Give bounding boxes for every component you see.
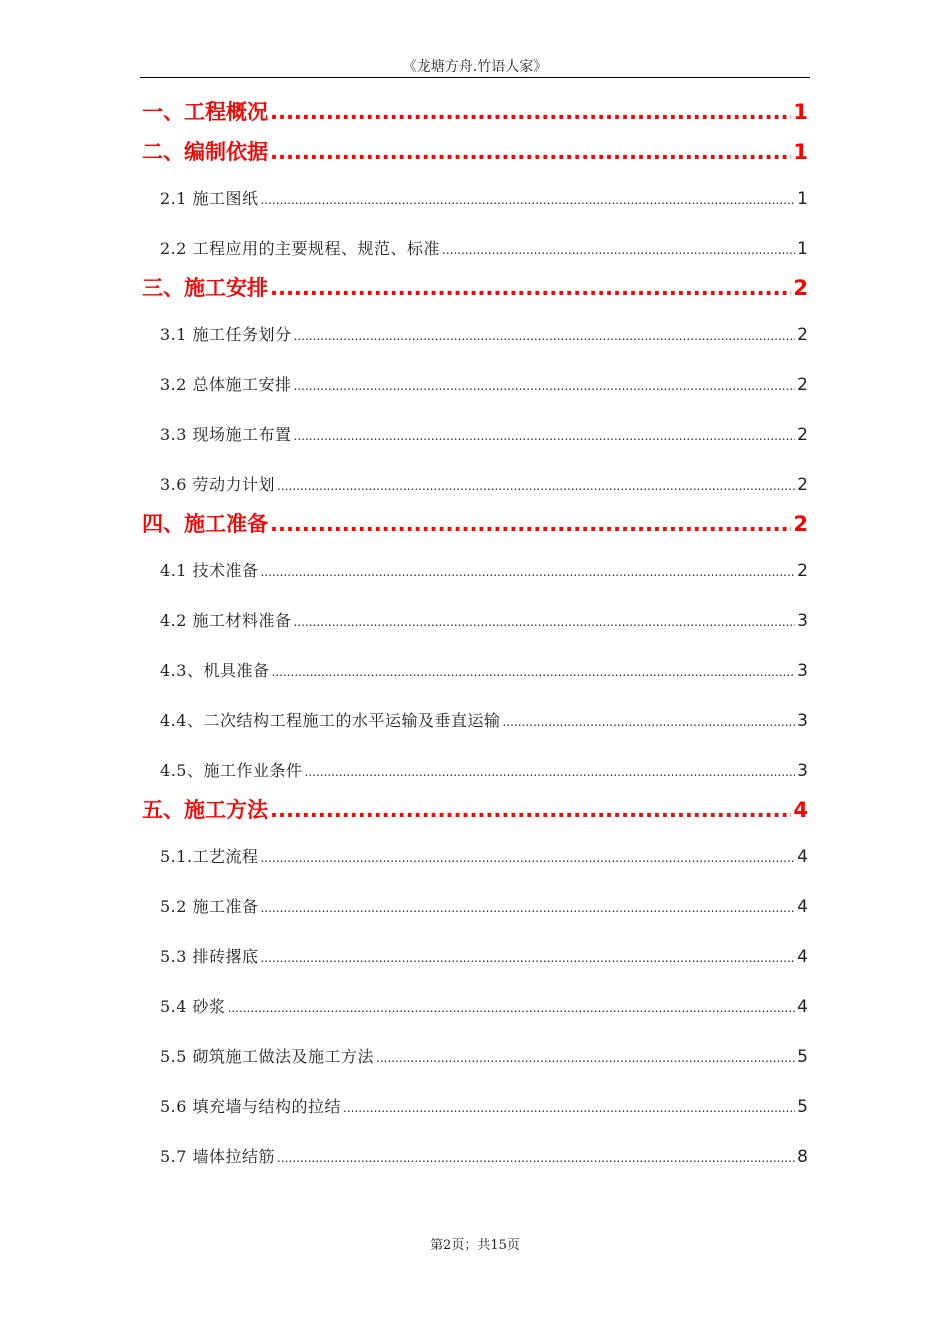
toc-entry-3[interactable] [142, 272, 808, 302]
toc-leader-dots [343, 1101, 795, 1115]
toc-entry-4[interactable] [142, 508, 808, 538]
page-footer: 第2页；共15页 [430, 1238, 520, 1253]
toc-page-number: 1 [797, 239, 808, 259]
toc-entry-label: 一、工程概况 [142, 100, 268, 124]
toc-page-number: 5 [797, 1097, 808, 1117]
toc-entry-4-2[interactable] [160, 608, 808, 631]
toc-entry-label: 5.4 砂浆 [160, 997, 226, 1016]
toc-page-number: 1 [793, 140, 808, 164]
toc-page-number: 2 [797, 375, 808, 395]
toc-entry-3-1[interactable] [160, 322, 808, 345]
toc-entry-label: 3.6 劳动力计划 [160, 475, 276, 494]
toc-leader-dots [271, 665, 795, 679]
toc-entry-4-4[interactable] [160, 708, 808, 731]
toc-leader-dots [270, 512, 791, 536]
toc-page-number: 2 [797, 475, 808, 495]
document-header-title: 《龙塘方舟.竹语人家》 [402, 59, 548, 75]
toc-entry-5-3[interactable] [160, 944, 808, 967]
toc-page-number: 8 [797, 1147, 808, 1167]
toc-page-number: 3 [797, 661, 808, 681]
toc-leader-dots [261, 851, 796, 865]
toc-entry-2[interactable] [142, 136, 808, 166]
toc-page-number: 4 [793, 798, 808, 822]
toc-page-number: 2 [793, 276, 808, 300]
toc-leader-dots [270, 798, 791, 822]
toc-entry-5-1[interactable] [160, 844, 808, 867]
toc-entry-5-2[interactable] [160, 894, 808, 917]
toc-entry-label: 4.2 施工材料准备 [160, 611, 292, 630]
toc-entry-2-2[interactable] [160, 236, 808, 259]
toc-entry-label: 5.3 排砖撂底 [160, 947, 259, 966]
toc-leader-dots [294, 429, 796, 443]
toc-leader-dots [442, 243, 795, 257]
toc-entry-5-7[interactable] [160, 1144, 808, 1167]
toc-page-number: 2 [797, 325, 808, 345]
toc-entry-label: 5.2 施工准备 [160, 897, 259, 916]
toc-entry-4-5[interactable] [160, 758, 808, 781]
toc-entry-label: 3.2 总体施工安排 [160, 375, 292, 394]
toc-leader-dots [261, 193, 796, 207]
toc-leader-dots [277, 1151, 795, 1165]
toc-entry-label: 五、施工方法 [142, 798, 268, 822]
toc-page-number: 3 [797, 761, 808, 781]
toc-entry-5-6[interactable] [160, 1094, 808, 1117]
toc-leader-dots [270, 100, 791, 124]
toc-entry-label: 四、施工准备 [142, 512, 268, 536]
toc-page-number: 2 [793, 512, 808, 536]
toc-page-number: 4 [797, 997, 808, 1017]
toc-page-number: 4 [797, 847, 808, 867]
toc-entry-label: 5.6 填充墙与结构的拉结 [160, 1097, 342, 1116]
toc-page-number: 5 [797, 1047, 808, 1067]
toc-page-number: 2 [797, 425, 808, 445]
toc-leader-dots [277, 479, 795, 493]
toc-entry-label: 二、编制依据 [142, 140, 268, 164]
toc-entry-label: 3.1 施工任务划分 [160, 325, 292, 344]
toc-entry-label: 5.7 墙体拉结筋 [160, 1147, 276, 1166]
toc-leader-dots [261, 901, 796, 915]
toc-page-number: 1 [793, 100, 808, 124]
toc-entry-label: 5.5 砌筑施工做法及施工方法 [160, 1047, 375, 1066]
toc-page-number: 4 [797, 897, 808, 917]
toc-entry-label: 三、施工安排 [142, 276, 268, 300]
toc-entry-3-2[interactable] [160, 372, 808, 395]
toc-page-number: 2 [797, 561, 808, 581]
toc-page-number: 1 [797, 189, 808, 209]
toc-entry-3-3[interactable] [160, 422, 808, 445]
toc-entry-5[interactable] [142, 794, 808, 824]
toc-entry-label: 2.2 工程应用的主要规程、规范、标准 [160, 239, 441, 258]
toc-entry-label: 4.1 技术准备 [160, 561, 259, 580]
toc-page-number: 4 [797, 947, 808, 967]
toc-leader-dots [304, 765, 795, 779]
toc-entry-5-5[interactable] [160, 1044, 808, 1067]
toc-leader-dots [294, 329, 796, 343]
toc-leader-dots [502, 715, 795, 729]
toc-leader-dots [376, 1051, 795, 1065]
toc-entry-label: 4.5、施工作业条件 [160, 761, 303, 780]
toc-leader-dots [261, 565, 796, 579]
toc-entry-label: 2.1 施工图纸 [160, 189, 259, 208]
toc-leader-dots [294, 379, 796, 393]
toc-entry-4-3[interactable] [160, 658, 808, 681]
toc-page-number: 3 [797, 611, 808, 631]
header-divider [140, 77, 810, 78]
toc-entry-label: 3.3 现场施工布置 [160, 425, 292, 444]
toc-page-number: 3 [797, 711, 808, 731]
toc-leader-dots [261, 951, 796, 965]
toc-entry-5-4[interactable] [160, 994, 808, 1017]
toc-leader-dots [294, 615, 796, 629]
toc-entry-4-1[interactable] [160, 558, 808, 581]
toc-entry-1[interactable] [142, 96, 808, 126]
toc-entry-3-6[interactable] [160, 472, 808, 495]
toc-entry-label: 5.1.工艺流程 [160, 847, 259, 866]
toc-entry-2-1[interactable] [160, 186, 808, 209]
toc-leader-dots [270, 140, 791, 164]
toc-entry-label: 4.4、二次结构工程施工的水平运输及垂直运输 [160, 711, 501, 730]
toc-leader-dots [228, 1001, 796, 1015]
toc-entry-label: 4.3、机具准备 [160, 661, 270, 680]
toc-leader-dots [270, 276, 791, 300]
